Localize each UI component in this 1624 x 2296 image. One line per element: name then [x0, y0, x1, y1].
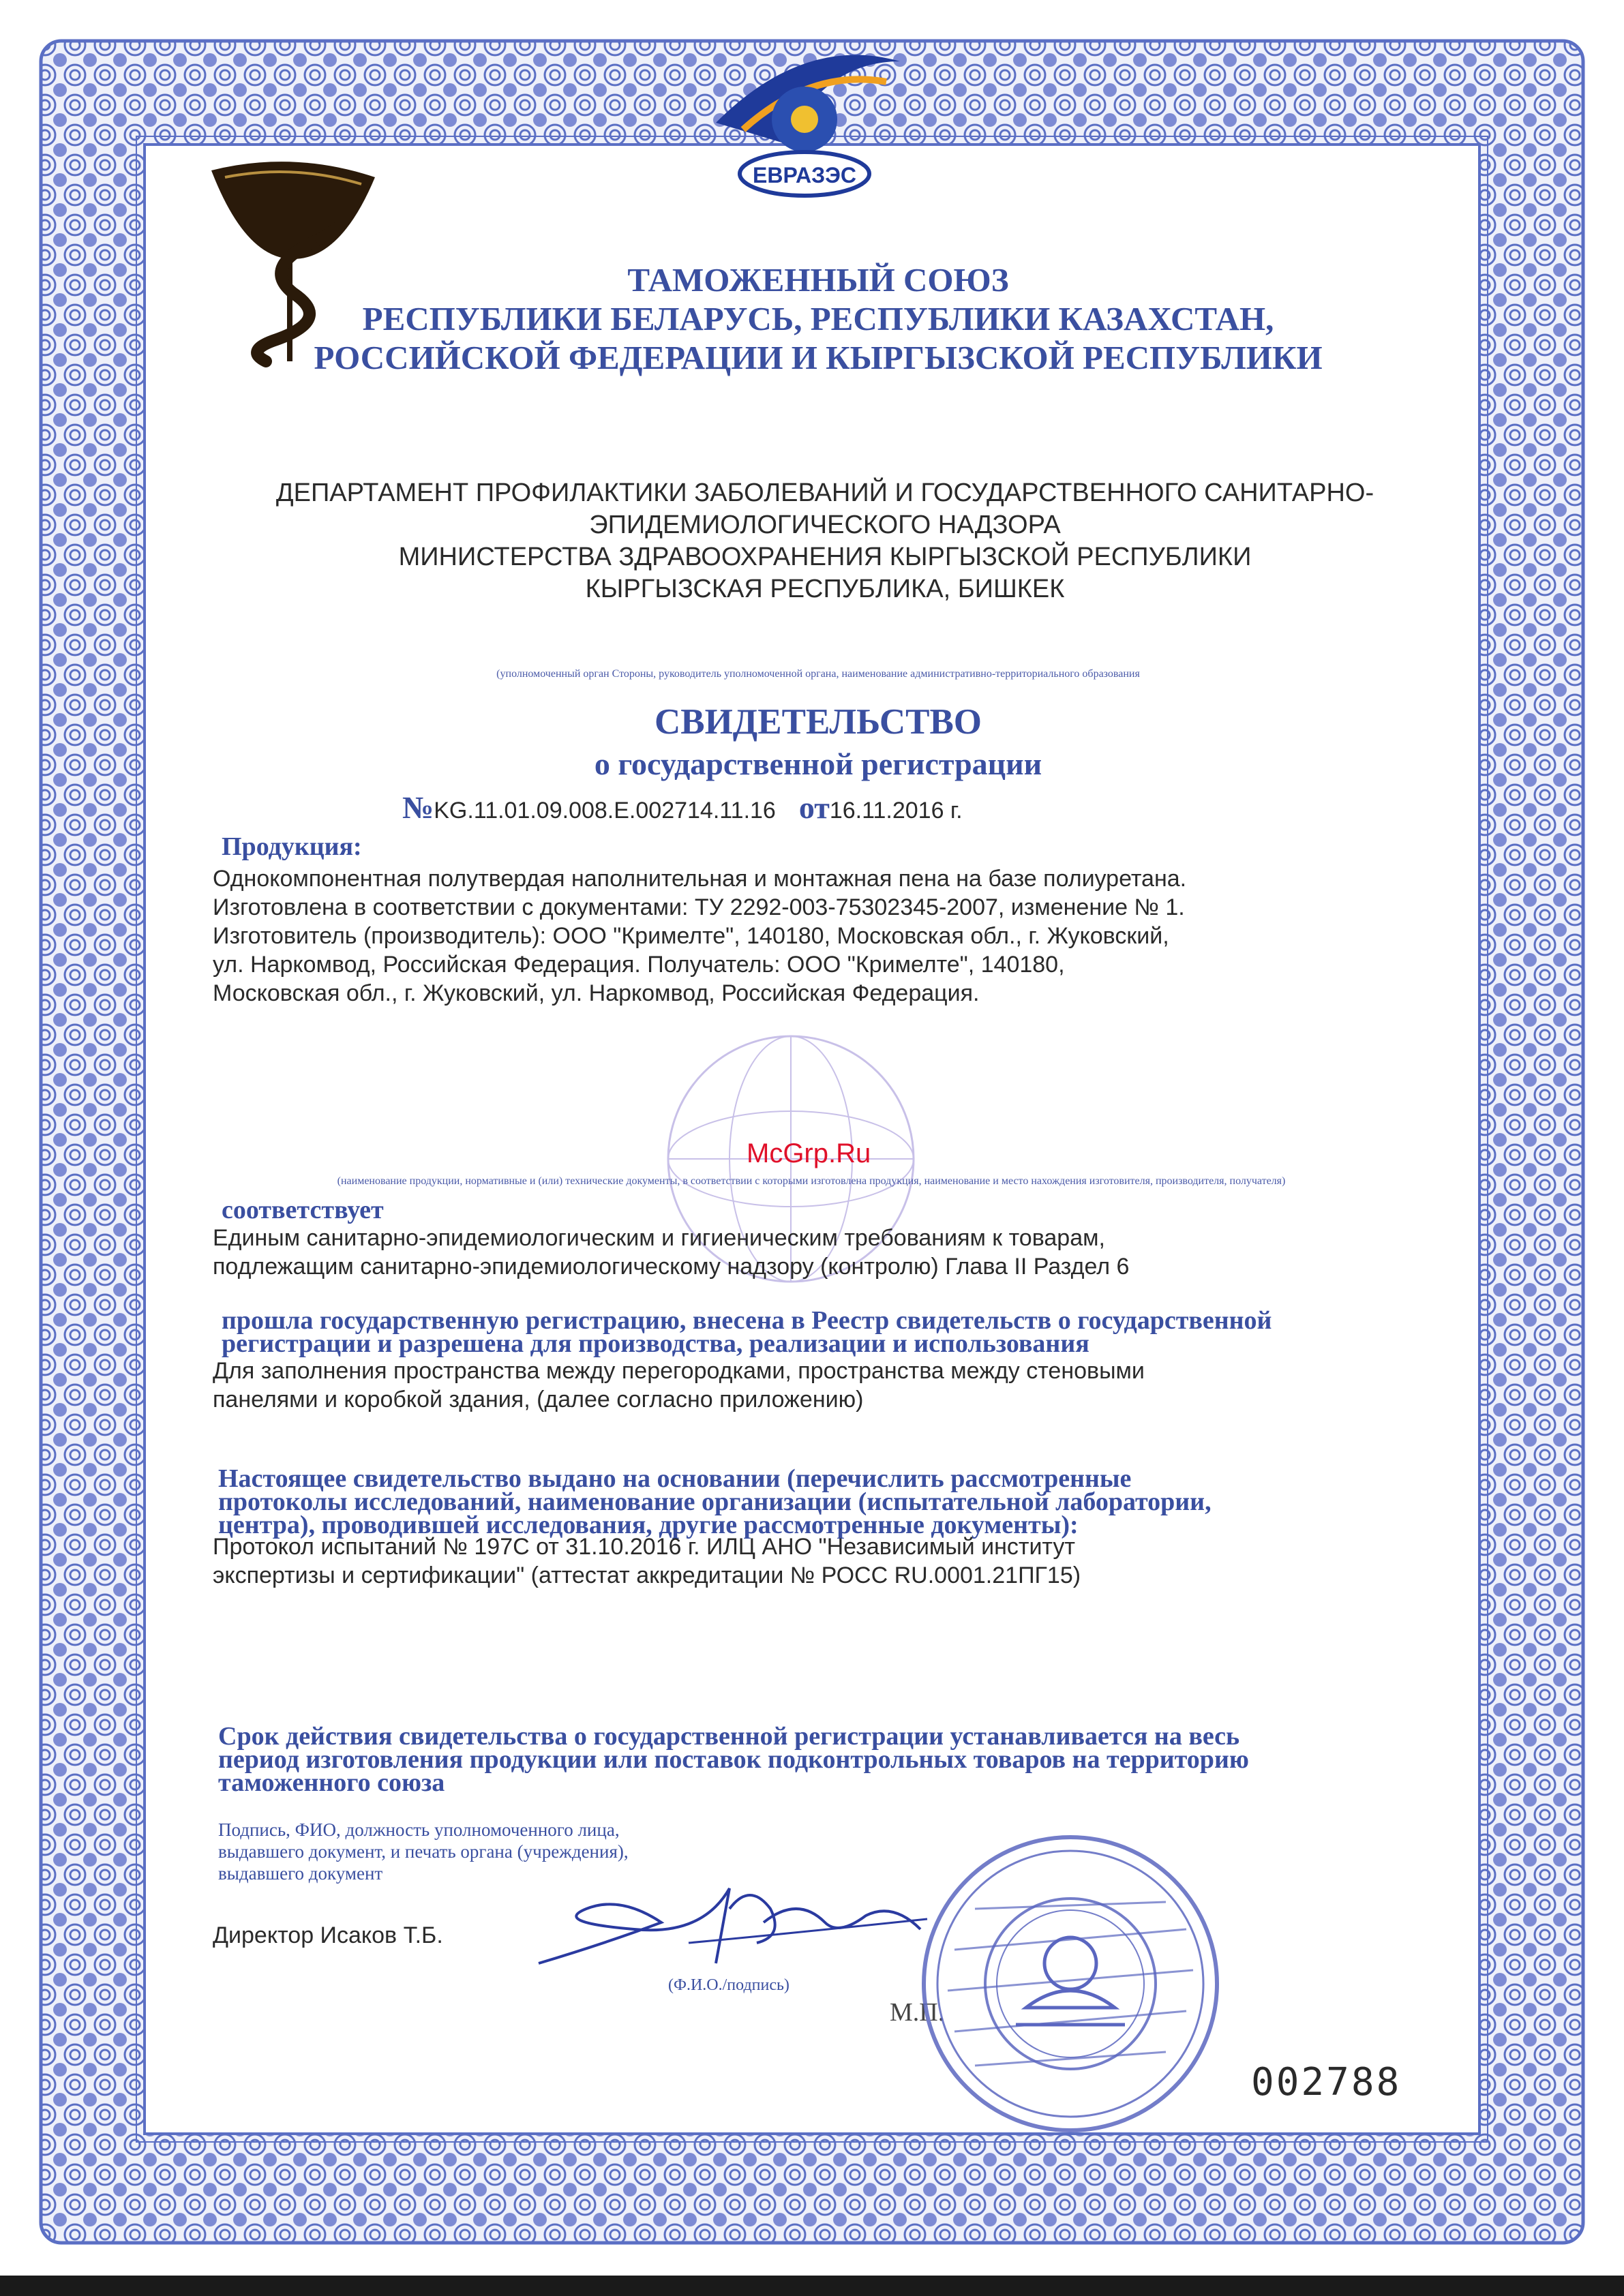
validity-heading [218, 1722, 1459, 1797]
basis-heading [218, 1464, 1459, 1539]
product-text: Однокомпонентная полутвердая наполнительная и монтажная пена на базе полиуретана. Изготовлена в соответствии с документами: ТУ 2292-003-75302345-2007, изменение № 1. Изготовитель (производитель): ООО "Кримелте", 140180, Московская обл., г. Жуковский, ул. Наркомвод, Российская Федерация. Получатель: ООО "Кримелте", 140180, Московская обл., г. Жуковский, ул. Наркомвод, Российская Федерация. [213, 866, 1187, 1006]
certificate-date: 16.11.2016 г. [829, 798, 963, 824]
certificate-title: СВИДЕТЕЛЬСТВО [654, 702, 982, 742]
handwritten-signature [525, 1868, 934, 1977]
conformity-heading: соответствует [222, 1196, 384, 1224]
authority-caption: (уполномоченный орган Стороны, руководитель уполномоченной органа, наименование административно-территориального образования [496, 668, 1140, 680]
registration-heading-line: регистрации и разрешена для производства, реализации и использования [222, 1329, 1089, 1358]
department-line: КЫРГЫЗСКАЯ РЕСПУБЛИКА, БИШКЕК [585, 575, 1065, 603]
basis-heading-line: центра), проводившей исследования, другие рассмотренные документы): [218, 1511, 1079, 1539]
union-line: РЕСПУБЛИКИ БЕЛАРУСЬ, РЕСПУБЛИКИ КАЗАХСТАН, [362, 300, 1274, 337]
mp-label: М.П. [890, 1998, 945, 2027]
eurasec-logo [702, 41, 907, 198]
official-stamp [914, 1827, 1227, 2141]
signer-name: Директор Исаков Т.Б. [213, 1922, 443, 1948]
registration-heading-line: прошла государственную регистрацию, внесена в Реестр свидетельств о государственной [222, 1306, 1272, 1335]
number-label: № [402, 790, 434, 825]
validity-heading-line: таможенного союза [218, 1768, 445, 1797]
department-block [170, 477, 1479, 605]
date-label: от [798, 790, 830, 825]
basis-heading-line: Настоящее свидетельство выдано на основании (перечислить рассмотренные [218, 1464, 1132, 1493]
product-heading: Продукция: [222, 832, 362, 861]
logo-text: ЕВРАЗЭС [752, 163, 857, 187]
department-line: ЭПИДЕМИОЛОГИЧЕСКОГО НАДЗОРА [589, 511, 1061, 539]
department-line: МИНИСТЕРСТВА ЗДРАВООХРАНЕНИЯ КЫРГЫЗСКОЙ РЕСПУБЛИКИ [398, 543, 1252, 571]
conformity-text: Единым санитарно-эпидемиологическим и гигиеническим требованиям к товарам, подлежащим санитарно-эпидемиологическому надзору (контролю) Глава II Раздел 6 [213, 1225, 1130, 1280]
certificate-number: KG.11.01.09.008.Е.002714.11.16 [434, 798, 776, 824]
validity-heading-line: период изготовления продукции или поставок подконтрольных товаров на территорию [218, 1745, 1249, 1774]
validity-heading-line: Срок действия свидетельства о государственной регистрации устанавливается на весь [218, 1722, 1240, 1751]
serial-number: 002788 [1251, 2060, 1402, 2104]
department-line: ДЕПАРТАМЕНТ ПРОФИЛАКТИКИ ЗАБОЛЕВАНИЙ И ГОСУДАРСТВЕННОГО САНИТАРНО- [275, 479, 1374, 507]
product-caption: (наименование продукции, нормативные и (или) технические документы, в соответствии с которыми изготовлена продукция, наименование и место нахождения изготовителя, производителя, получателя) [337, 1175, 1286, 1187]
certificate-subtitle: о государственной регистрации [594, 746, 1042, 781]
registration-text: Для заполнения пространства между перегородками, пространства между стеновыми панелями и коробкой здания, (далее согласно приложению) [213, 1358, 1145, 1413]
union-heading [273, 260, 1364, 377]
watermark-text: McGrp.Ru [747, 1138, 871, 1168]
basis-heading-line: протоколы исследований, наименование организации (испытательной лаборатории, [218, 1487, 1212, 1516]
union-line: ТАМОЖЕННЫЙ СОЮЗ [627, 261, 1009, 299]
union-line: РОССИЙСКОЙ ФЕДЕРАЦИИ И КЫРГЫЗСКОЙ РЕСПУБЛИКИ [314, 339, 1323, 376]
certificate-number-line [402, 789, 963, 826]
registration-heading [222, 1306, 1462, 1358]
basis-text: Протокол испытаний № 197С от 31.10.2016 г. ИЛЦ АНО "Независимый институт экспертизы и сертификации" (аттестат аккредитации № РОСС RU.0001.21ПГ15) [213, 1534, 1081, 1588]
fio-caption: (Ф.И.О./подпись) [668, 1976, 790, 1994]
signature-caption: Подпись, ФИО, должность уполномоченного лица, выдавшего документ, и печать органа (учреждения), выдавшего документ [218, 1819, 629, 1884]
